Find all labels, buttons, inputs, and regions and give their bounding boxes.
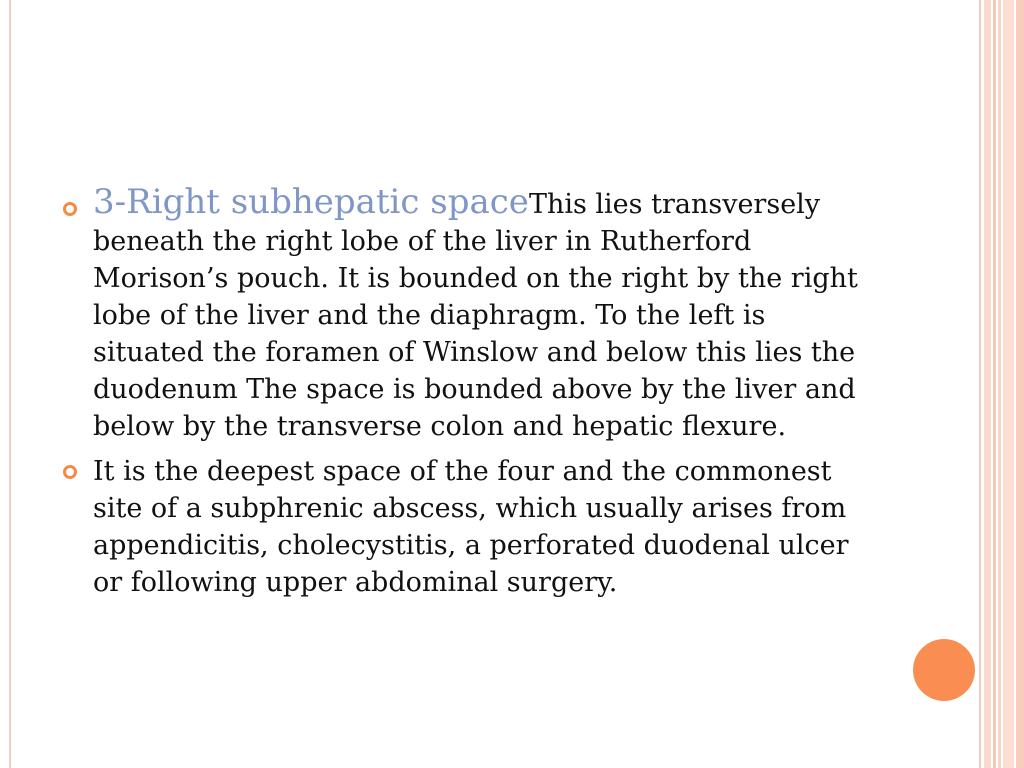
bullet-item-1 xyxy=(63,184,883,445)
slide-content xyxy=(63,184,883,609)
right-stripe xyxy=(1003,0,1014,768)
bullet-text: It is the deepest space of the four and the commonest site of a subphrenic abscess, which usually arises from appendicitis, cholecystitis, a perforated duodenal ulcer or following upper abdominal surgery. xyxy=(93,456,849,598)
bullet-text: This lies transversely beneath the right lobe of the liver in Rutherford Morison’s pouch. It is bounded on the right by the right lobe of the liver and the diaphragm. To the left is situated the foramen of Winslow and below this lies the duodenum The space is bounded above by the liver and below by the transverse colon and hepatic flexure. xyxy=(93,189,858,442)
right-stripe xyxy=(998,0,1001,768)
right-stripe xyxy=(984,0,991,768)
left-border-line xyxy=(9,0,11,768)
right-stripe xyxy=(979,0,981,768)
right-stripe xyxy=(1016,0,1024,768)
bullet-item-2 xyxy=(63,453,883,601)
right-stripe xyxy=(993,0,996,768)
circle-bullet-icon xyxy=(63,465,77,479)
circle-bullet-icon xyxy=(63,202,77,216)
decorative-orange-circle xyxy=(913,639,975,701)
bullet-heading: 3-Right subhepatic space xyxy=(93,182,529,222)
